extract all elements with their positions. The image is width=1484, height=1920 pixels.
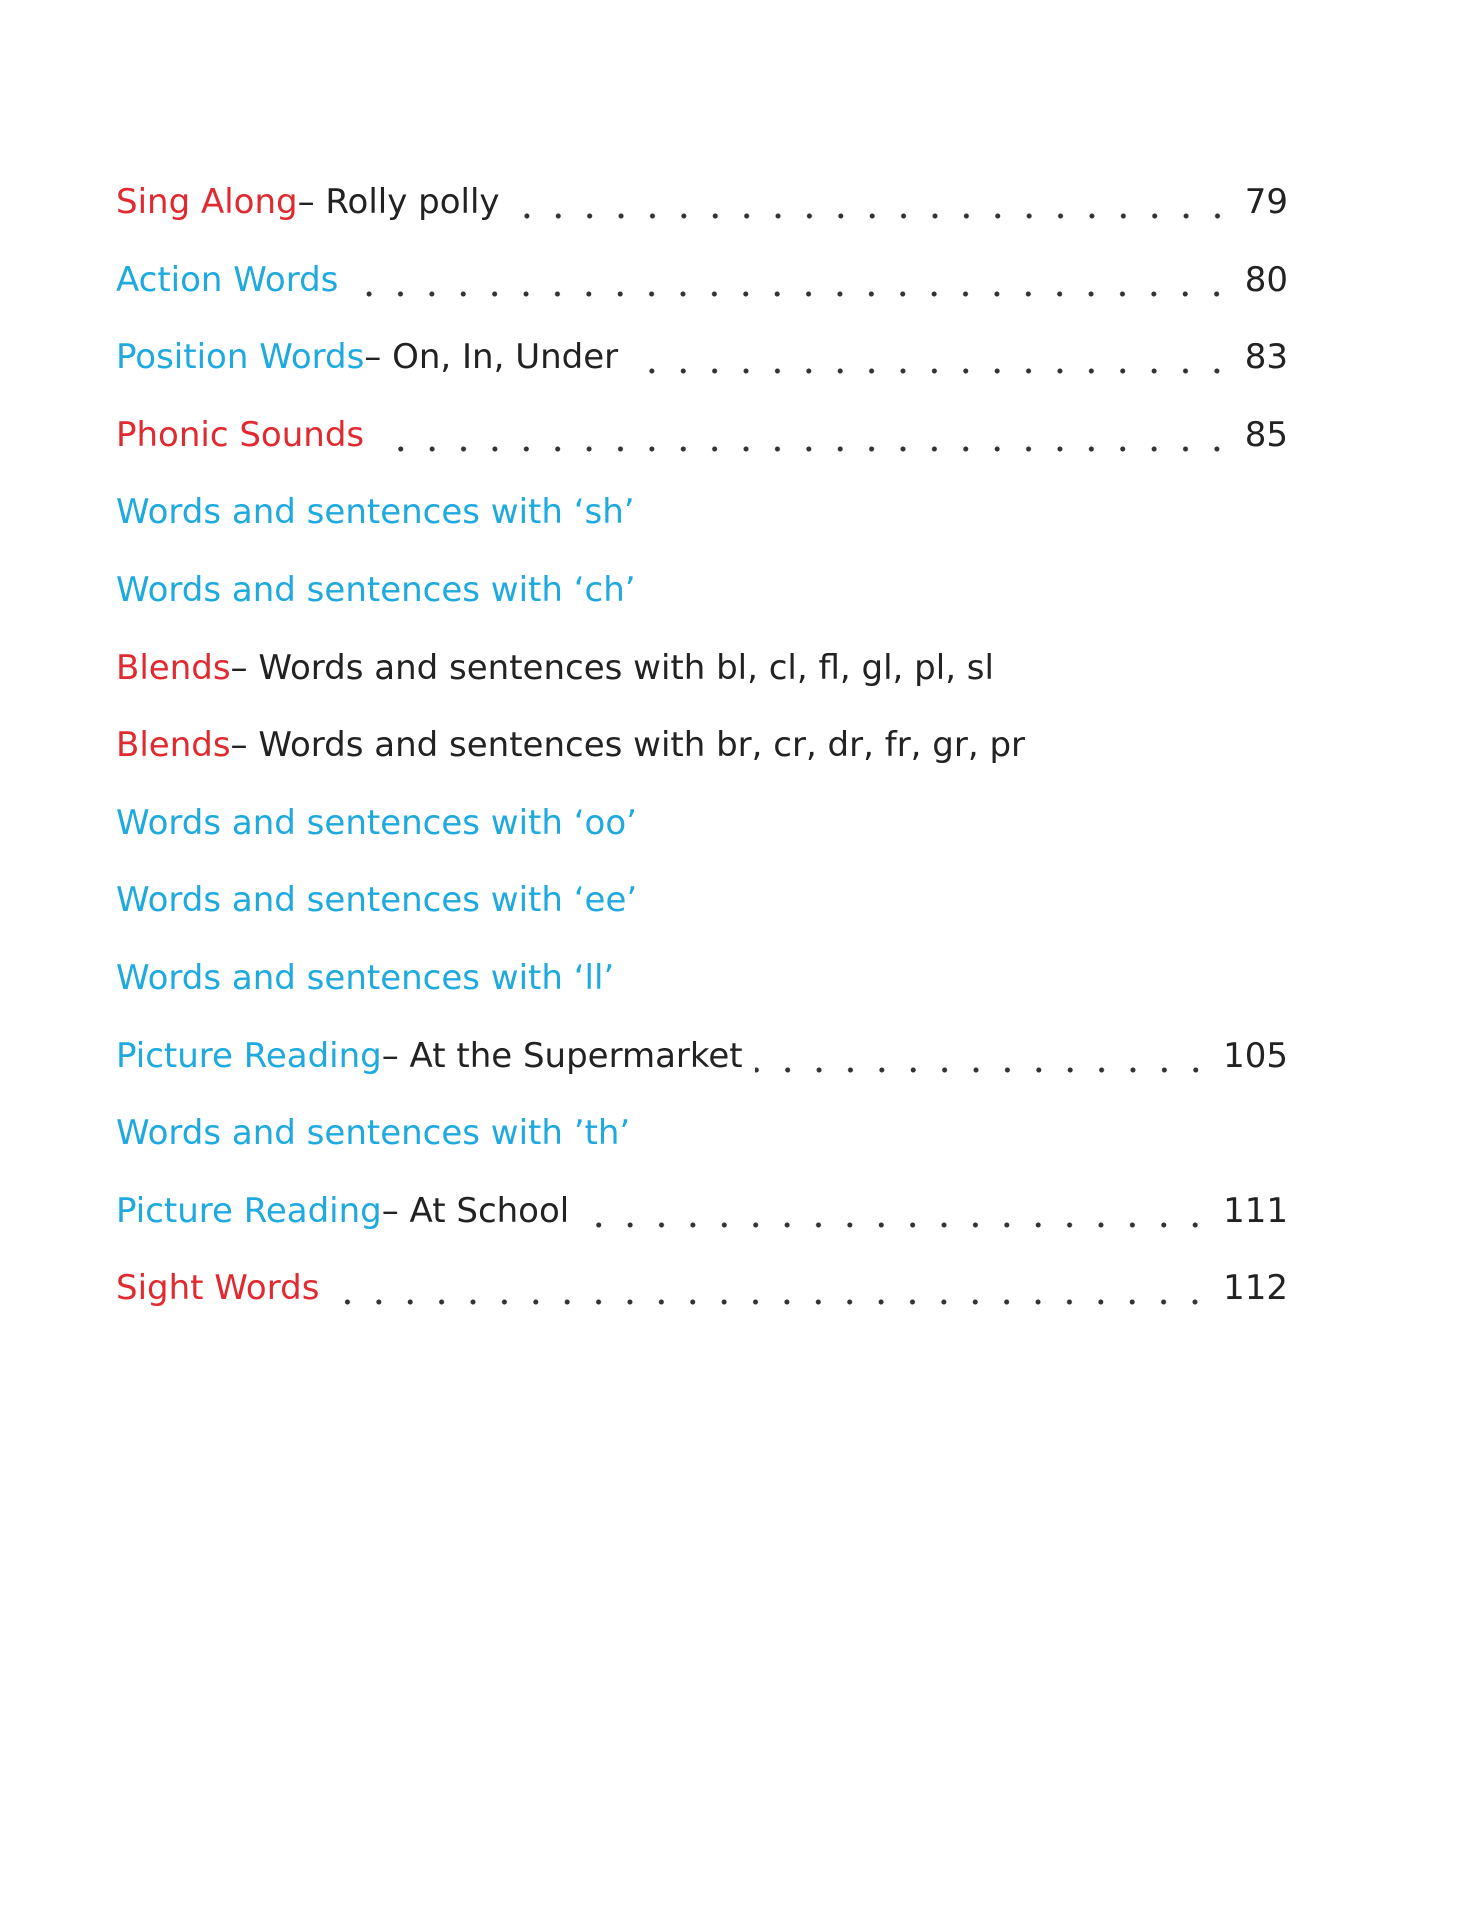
toc-entry-title: Words and sentences with ‘ee’ xyxy=(116,880,638,921)
toc-entry-title: Position Words xyxy=(116,337,365,378)
toc-page-number: 105 xyxy=(1223,1035,1288,1076)
toc-page-number: 85 xyxy=(1244,414,1288,455)
toc-entry-title: Words and sentences with ‘ll’ xyxy=(116,957,615,998)
toc-dot-leader xyxy=(350,256,1232,304)
toc-dot-leader xyxy=(512,178,1233,226)
toc-page-number: 83 xyxy=(1244,337,1288,378)
toc-entry-title: Sight Words xyxy=(116,1268,320,1309)
toc-entry-title: Words and sentences with ‘sh’ xyxy=(116,492,635,533)
toc-page-number: 80 xyxy=(1244,259,1288,300)
toc-dot-leader xyxy=(755,1032,1211,1080)
toc-page-number: 79 xyxy=(1244,182,1288,222)
toc-entry[interactable] xyxy=(116,799,1288,877)
toc-dot-leader xyxy=(331,1264,1211,1312)
toc-entry[interactable] xyxy=(116,488,1288,566)
toc-entry[interactable] xyxy=(116,566,1288,644)
toc-entry-title: Picture Reading xyxy=(116,1190,382,1231)
table-of-contents xyxy=(116,178,1288,1342)
toc-entry-title: Sing Along xyxy=(116,182,298,222)
toc-entry-subtitle: – Words and sentences with br, cr, dr, fr, gr, pr xyxy=(230,725,1026,766)
toc-entry-subtitle: – On, In, Under xyxy=(364,337,619,378)
toc-entry[interactable] xyxy=(116,876,1288,954)
toc-entry[interactable] xyxy=(116,644,1288,722)
toc-entry-title: Phonic Sounds xyxy=(116,414,365,455)
toc-entry-subtitle: – Words and sentences with bl, cl, fl, gl, pl, sl xyxy=(230,647,994,688)
toc-entry-title: Action Words xyxy=(116,259,339,300)
toc-dot-leader xyxy=(581,1187,1211,1235)
toc-entry-subtitle: – Rolly polly xyxy=(297,182,500,222)
toc-entry[interactable] xyxy=(116,1187,1288,1265)
toc-entry[interactable] xyxy=(116,954,1288,1032)
toc-entry[interactable] xyxy=(116,333,1288,411)
toc-dot-leader xyxy=(630,333,1233,381)
toc-entry[interactable] xyxy=(116,178,1288,256)
toc-dot-leader xyxy=(376,411,1233,459)
toc-entry-title: Words and sentences with ‘ch’ xyxy=(116,569,636,610)
toc-entry-title: Blends xyxy=(116,725,231,766)
toc-entry[interactable] xyxy=(116,1032,1288,1110)
toc-entry[interactable] xyxy=(116,411,1288,489)
toc-entry-subtitle: – At School xyxy=(381,1190,570,1231)
toc-page-number: 111 xyxy=(1223,1190,1288,1231)
toc-entry[interactable] xyxy=(116,1109,1288,1187)
toc-page-number: 112 xyxy=(1223,1268,1288,1309)
toc-entry-subtitle: – At the Supermarket xyxy=(381,1035,743,1076)
toc-entry[interactable] xyxy=(116,721,1288,799)
toc-entry-title: Picture Reading xyxy=(116,1035,382,1076)
toc-entry[interactable] xyxy=(116,256,1288,334)
toc-entry-title: Words and sentences with ‘oo’ xyxy=(116,802,637,843)
toc-entry-title: Blends xyxy=(116,647,231,688)
toc-entry-title: Words and sentences with ’th’ xyxy=(116,1113,631,1154)
toc-entry[interactable] xyxy=(116,1264,1288,1342)
